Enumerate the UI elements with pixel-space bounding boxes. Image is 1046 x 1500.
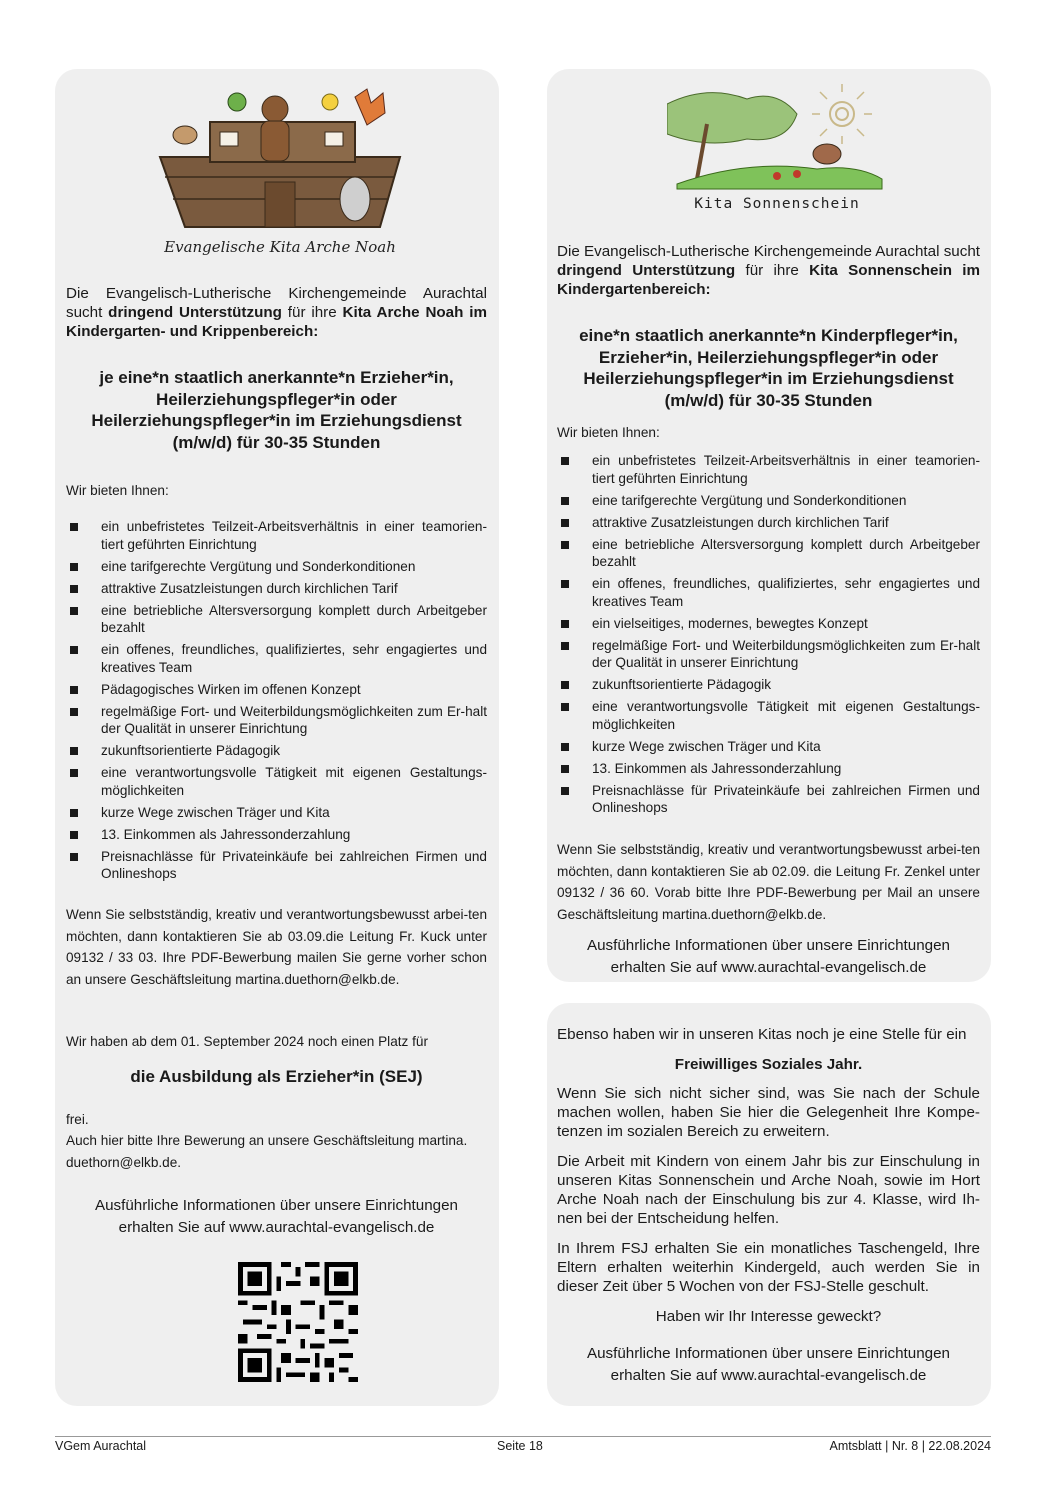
- left-apprentice-intro: Wir haben ab dem 01. September 2024 noch einen Platz für: [66, 1034, 428, 1049]
- left-intro: Die Evangelisch-Lutherische Kirchengemeinde Aurachtal sucht dringend Unterstützung für ihre Kita Arche Noah im Kindergarten- und Krippenbereich:: [66, 285, 487, 340]
- fsj-paragraph-3: In Ihrem FSJ erhalten Sie ein monatliches Taschengeld, Ihre Eltern erhalten weiterhin Kindergeld, auch werden Sie in dieser Zeit über 5 Wochen von der FSJ-Stelle geschult.: [557, 1240, 980, 1295]
- left-apprentice-headline: die Ausbildung als Erzieher*in (SEJ): [130, 1067, 423, 1086]
- arche-noah-job-ad: [55, 69, 499, 1406]
- left-headline: je eine*n staatlich anerkannte*n Erzieher*in, Heilerziehungspfleger*in oder Heilerziehungspfleger*in im Erziehungsdienst (m/w/d) für 30-35 Stunden: [91, 368, 462, 452]
- left-offer-label: Wir bieten Ihnen:: [66, 483, 169, 498]
- list-item: ein offenes, freundliches, qualifiziertes, sehr engagiertes und kreatives Team: [557, 575, 980, 610]
- fsj-ad: [547, 1003, 991, 1406]
- list-item: ein unbefristetes Teilzeit-Arbeitsverhältnis in einer teamorien-tiert geführten Einrichtung: [66, 518, 487, 553]
- list-item: zukunftsorientierte Pädagogik: [66, 742, 487, 760]
- fsj-paragraph-1: Wenn Sie sich nicht sicher sind, was Sie nach der Schule machen wollen, haben Sie hier die Gelegenheit Ihre Kompe-tenzen im sozialen Bereich zu erweitern.: [557, 1085, 980, 1140]
- list-item: eine verantwortungsvolle Tätigkeit mit eigenen Gestaltungs-möglichkeiten: [557, 698, 980, 733]
- fsj-headline: Freiwilliges Soziales Jahr.: [674, 1056, 863, 1073]
- list-item: ein unbefristetes Teilzeit-Arbeitsverhältnis in einer teamorien-tiert geführten Einrichtung: [557, 452, 980, 487]
- list-item: zukunftsorientierte Pädagogik: [557, 676, 980, 694]
- arche-noah-logo: [155, 87, 405, 257]
- list-item: attraktive Zusatzleistungen durch kirchlichen Tarif: [557, 514, 980, 532]
- right-offer-label: Wir bieten Ihnen:: [557, 425, 660, 440]
- list-item: regelmäßige Fort- und Weiterbildungsmöglichkeiten zum Er-halt der Qualität in unserer Einrichtung: [557, 637, 980, 672]
- arche-noah-logo-caption: Evangelische Kita Arche Noah: [164, 238, 396, 256]
- fsj-question: Haben wir Ihr Interesse geweckt?: [655, 1308, 882, 1325]
- left-contact: Wenn Sie selbstständig, kreativ und verantwortungsbewusst arbei-ten möchten, dann kontaktieren Sie ab 03.09.die Leitung Fr. Kuck unter 09132 / 33 03. Ihre PDF-Bewerbung mailen Sie gerne vorher schon an unsere Geschäftsleitung martina.duethorn@elkb.de.: [66, 907, 487, 987]
- list-item: attraktive Zusatzleistungen durch kirchlichen Tarif: [66, 580, 487, 598]
- left-benefit-list: [66, 518, 487, 887]
- list-item: regelmäßige Fort- und Weiterbildungsmöglichkeiten zum Er-halt der Qualität in unserer Einrichtung: [66, 703, 487, 738]
- footer-page-number: Seite 18: [497, 1439, 543, 1453]
- right-headline: eine*n staatlich anerkannte*n Kinderpfleger*in, Erzieher*in, Heilerziehungspfleger*in oder Heilerziehungspfleger*in im Erziehungsdienst (m/w/d) für 30-35 Stunden: [579, 326, 958, 410]
- qr-code[interactable]: [238, 1262, 358, 1382]
- sonnenschein-logo: [667, 84, 887, 214]
- list-item: kurze Wege zwischen Träger und Kita: [557, 738, 980, 756]
- list-item: Pädagogisches Wirken im offenen Konzept: [66, 681, 487, 699]
- list-item: eine betriebliche Altersversorgung komplett durch Arbeitgeber bezahlt: [557, 536, 980, 571]
- page-footer: [55, 1436, 991, 1453]
- list-item: kurze Wege zwischen Träger und Kita: [66, 804, 487, 822]
- list-item: Preisnachlässe für Privateinkäufe bei zahlreichen Firmen und Onlineshops: [557, 782, 980, 817]
- list-item: Preisnachlässe für Privateinkäufe bei zahlreichen Firmen und Onlineshops: [66, 848, 487, 883]
- footer-issue: Amtsblatt | Nr. 8 | 22.08.2024: [829, 1439, 991, 1453]
- left-apprentice-free: frei.: [66, 1112, 89, 1127]
- sonnenschein-job-ad: [547, 69, 991, 982]
- list-item: eine verantwortungsvolle Tätigkeit mit eigenen Gestaltungs-möglichkeiten: [66, 764, 487, 799]
- left-info: Ausführliche Informationen über unsere Einrichtungen erhalten Sie auf www.aurachtal-evangelisch.de: [94, 1197, 459, 1236]
- fsj-intro: Ebenso haben wir in unseren Kitas noch je eine Stelle für ein: [557, 1026, 967, 1043]
- list-item: eine tarifgerechte Vergütung und Sonderkonditionen: [557, 492, 980, 510]
- fsj-paragraph-2: Die Arbeit mit Kindern von einem Jahr bis zur Einschulung in unseren Kitas Sonnenschein und Arche Noah, sowie im Hort Arche Noah nach der Einschulung bis zur 4. Klasse, wird Ih-nen bei der Entscheidung helfen.: [557, 1153, 980, 1227]
- list-item: 13. Einkommen als Jahressonderzahlung: [557, 760, 980, 778]
- left-apprentice-apply: Auch hier bitte Ihre Bewerung an unsere Geschäftsleitung martina. duethorn@elkb.de.: [66, 1133, 468, 1170]
- list-item: 13. Einkommen als Jahressonderzahlung: [66, 826, 487, 844]
- sonnenschein-logo-caption: Kita Sonnenschein: [694, 196, 860, 212]
- list-item: ein vielseitiges, modernes, bewegtes Konzept: [557, 615, 980, 633]
- list-item: eine tarifgerechte Vergütung und Sonderkonditionen: [66, 558, 487, 576]
- right-benefit-list: [557, 452, 980, 821]
- right-top-info: Ausführliche Informationen über unsere Einrichtungen erhalten Sie auf www.aurachtal-evangelisch.de: [586, 937, 951, 976]
- footer-publisher: VGem Aurachtal: [55, 1439, 147, 1453]
- list-item: eine betriebliche Altersversorgung komplett durch Arbeitgeber bezahlt: [66, 602, 487, 637]
- fsj-info: Ausführliche Informationen über unsere Einrichtungen erhalten Sie auf www.aurachtal-evangelisch.de: [586, 1345, 951, 1384]
- right-contact: Wenn Sie selbstständig, kreativ und verantwortungsbewusst arbei-ten möchten, dann kontaktieren Sie ab 02.09. die Leitung Fr. Zenkel unter 09132 / 36 60. Vorab bitte Ihre PDF-Bewerbung per Mail an unsere Geschäftsleitung martina.duethorn@elkb.de.: [557, 842, 980, 922]
- list-item: ein offenes, freundliches, qualifiziertes, sehr engagiertes und kreatives Team: [66, 641, 487, 676]
- right-intro: Die Evangelisch-Lutherische Kirchengemeinde Aurachtal sucht dringend Unterstützung für ihre Kita Sonnenschein im Kindergartenbereich:: [557, 243, 980, 298]
